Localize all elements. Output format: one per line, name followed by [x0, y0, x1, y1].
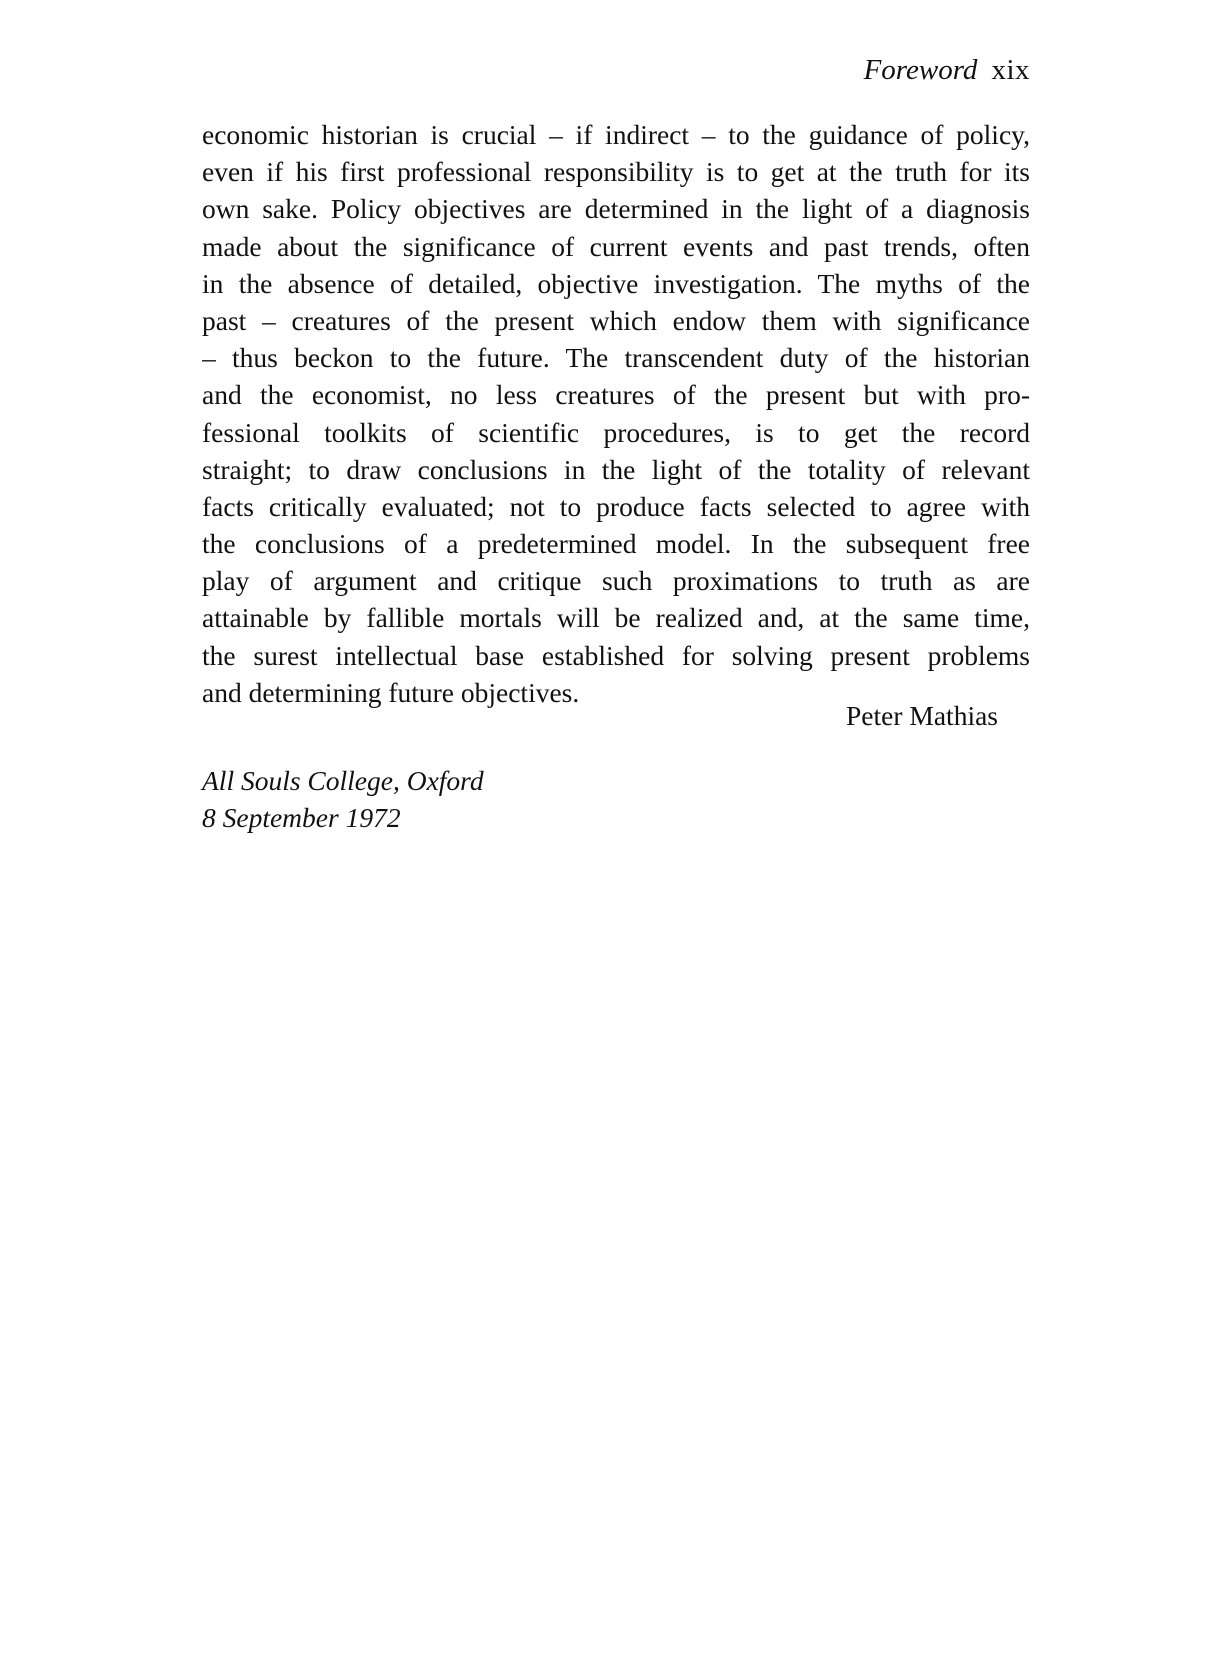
text-line: the conclusions of a predetermined model. In the subsequent free	[202, 528, 1030, 560]
text-line: play of argument and critique such proximations to truth as are	[202, 565, 1030, 597]
text-line: own sake. Policy objectives are determined in the light of a diagnosis	[202, 193, 1030, 225]
place: All Souls College, Oxford	[202, 765, 484, 796]
text-line: – thus beckon to the future. The transcendent duty of the historian	[202, 342, 1030, 374]
foreword-paragraph	[202, 116, 1030, 711]
text-line: straight; to draw conclusions in the light of the totality of relevant	[202, 453, 1030, 485]
author-signature: Peter Mathias	[846, 700, 998, 731]
text-line: and determining future objectives.	[202, 676, 580, 708]
date: 8 September 1972	[202, 802, 401, 833]
place-and-date	[202, 762, 802, 836]
text-line: fessional toolkits of scientific procedures, is to get the record	[202, 416, 1030, 448]
text-line: facts critically evaluated; not to produce facts selected to agree with	[202, 490, 1030, 522]
text-line: even if his first professional responsibility is to get at the truth for its	[202, 156, 1030, 188]
text-line: and the economist, no less creatures of the present but with pro-	[202, 379, 1030, 411]
text-line: in the absence of detailed, objective investigation. The myths of the	[202, 267, 1030, 299]
running-head	[202, 52, 1030, 88]
text-line: the surest intellectual base established for solving present problems	[202, 639, 1030, 671]
text-line: economic historian is crucial – if indirect – to the guidance of policy,	[202, 119, 1030, 150]
text-line: made about the significance of current events and past trends, often	[202, 230, 1030, 262]
text-line: attainable by fallible mortals will be realized and, at the same time,	[202, 602, 1030, 634]
text-line: past – creatures of the present which endow them with significance	[202, 304, 1030, 336]
page-number: xix	[991, 54, 1030, 86]
section-title: Foreword	[863, 54, 978, 86]
